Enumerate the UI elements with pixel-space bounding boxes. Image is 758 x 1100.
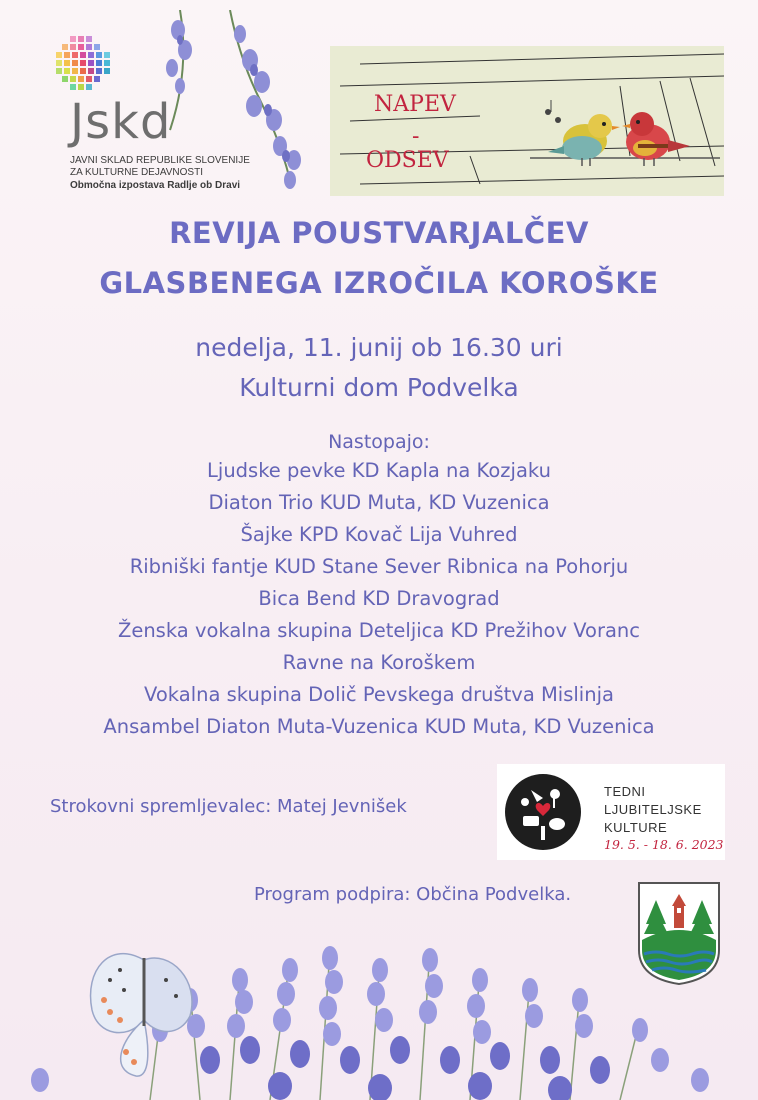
tedni-ljubiteljske-kulture-badge [497, 764, 725, 860]
jskd-org-line-1: JAVNI SKLAD REPUBLIKE SLOVENIJE [70, 155, 250, 166]
event-datetime: nedelja, 11. junij ob 16.30 uri [195, 333, 563, 362]
jskd-branch-line: Območna izpostava Radlje ob Dravi [70, 180, 241, 191]
performers-list [0, 455, 758, 743]
singing-birds-icon [530, 96, 720, 186]
list-item: Vokalna skupina Dolič Pevskega društva Mislinja [144, 683, 614, 706]
banner-word-odsev: ODSEV [366, 148, 449, 173]
tedni-line-3: KULTURE [604, 820, 668, 835]
list-item: Ansambel Diaton Muta-Vuzenica KUD Muta, KD Vuzenica [103, 715, 655, 738]
event-venue: Kulturni dom Podvelka [239, 373, 519, 402]
list-item: Ljudske pevke KD Kapla na Kozjaku [207, 459, 551, 482]
tedni-line-2: LJUBITELJSKE [604, 802, 702, 817]
banner-dash: - [412, 124, 420, 149]
list-item: Ribniški fantje KUD Stane Sever Ribnica na Pohorju [129, 555, 629, 578]
banner-word-napev: NAPEV [374, 92, 456, 117]
list-item: Ženska vokalna skupina Deteljica KD Prežihov Voranc [117, 619, 641, 642]
tedni-line-1: TEDNI [604, 784, 646, 799]
expert-line: Strokovni spremljevalec: Matej Jevnišek [50, 796, 407, 817]
list-item: Diaton Trio KUD Muta, KD Vuzenica [208, 491, 550, 514]
jskd-org-line-2: ZA KULTURNE DEJAVNOSTI [70, 167, 203, 178]
tedni-dates: 19. 5. - 18. 6. 2023 [604, 837, 724, 852]
culture-arts-icon [503, 772, 583, 852]
butterfly-illustration [80, 940, 210, 1080]
program-support-line: Program podpira: Občina Podvelka. [254, 884, 572, 905]
poster-title-line-2: GLASBENEGA IZROČILA KOROŠKE [99, 266, 659, 300]
jskd-logo-icon [54, 34, 112, 92]
jskd-logo-word: Jskd [70, 94, 172, 150]
list-item: Šajke KPD Kovač Lija Vuhred [240, 523, 518, 546]
napev-odsev-banner [330, 46, 724, 196]
list-item: Bica Bend KD Dravograd [258, 587, 500, 610]
performers-heading: Nastopajo: [328, 431, 430, 453]
list-item: Ravne na Koroškem [282, 651, 476, 674]
poster-title-line-1: REVIJA POUSTVARJALČEV [169, 216, 589, 250]
